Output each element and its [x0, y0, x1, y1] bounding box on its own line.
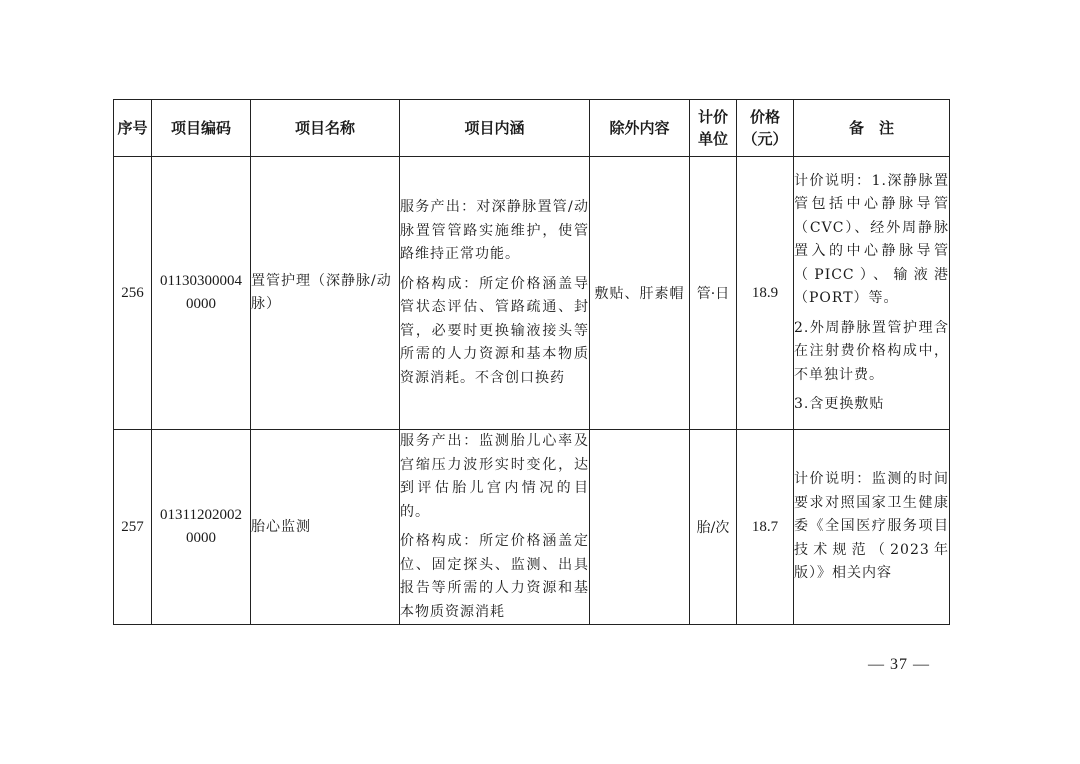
row-code — [152, 430, 251, 625]
header-code: 项目编码 — [152, 100, 251, 157]
row-remark-3: 3.含更换敷贴 — [794, 396, 885, 412]
header-price-line2: （元） — [742, 130, 788, 148]
row-remark-1: 计价说明：监测的时间要求对照国家卫生健康委《全国医疗服务项目技术规范（2023年版）》相关内容 — [794, 471, 949, 582]
row-remark — [794, 430, 950, 625]
header-unit-line1: 计价 — [697, 108, 728, 126]
row-no: 257 — [114, 430, 152, 625]
table-row — [114, 157, 950, 430]
row-price: 18.9 — [737, 157, 794, 430]
row-name: 置管护理（深静脉/动脉） — [251, 157, 400, 430]
header-content: 项目内涵 — [400, 100, 590, 157]
row-code-line2: 0000 — [186, 530, 216, 546]
row-code-line1: 01311202002 — [160, 507, 242, 523]
row-excluded: 敷贴、肝素帽 — [590, 157, 690, 430]
row-content-price: 价格构成：所定价格涵盖导管状态评估、管路疏通、封管，必要时更换输液接头等所需的人力资源和基本物质资源消耗。不含创口换药 — [400, 275, 589, 386]
row-code — [152, 157, 251, 430]
header-no: 序号 — [114, 100, 152, 157]
row-remark — [794, 157, 950, 430]
page-number: — 37 — — [868, 656, 930, 673]
header-price-line1: 价格 — [749, 108, 780, 126]
table-row — [114, 430, 950, 625]
row-remark-2: 2.外周静脉置管护理含在注射费价格构成中，不单独计费。 — [794, 319, 949, 383]
row-unit: 管·日 — [690, 157, 737, 430]
row-price: 18.7 — [737, 430, 794, 625]
row-content-price: 价格构成：所定价格涵盖定位、固定探头、监测、出具报告等所需的人力资源和基本物质资源消耗 — [400, 533, 589, 620]
row-content-output: 服务产出：对深静脉置管/动脉置管管路实施维护，使管路维持正常功能。 — [400, 199, 589, 262]
price-table — [113, 99, 950, 625]
header-price — [737, 100, 794, 157]
row-content — [400, 430, 590, 625]
row-no: 256 — [114, 157, 152, 430]
row-name: 胎心监测 — [251, 430, 400, 625]
row-content — [400, 157, 590, 430]
row-code-line2: 0000 — [186, 296, 216, 312]
header-excluded: 除外内容 — [590, 100, 690, 157]
header-name: 项目名称 — [251, 100, 400, 157]
row-code-line1: 01130300004 — [160, 273, 242, 289]
row-remark-1: 计价说明：1.深静脉置管包括中心静脉导管（CVC）、经外周静脉置入的中心静脉导管（PICC）、输液港（PORT）等。 — [794, 172, 949, 306]
row-unit: 胎/次 — [690, 430, 737, 625]
table-header-row — [114, 100, 950, 157]
header-remark: 备 注 — [794, 100, 950, 157]
header-unit-line2: 单位 — [697, 130, 728, 148]
header-unit — [690, 100, 737, 157]
row-content-output: 服务产出：监测胎儿心率及宫缩压力波形实时变化，达到评估胎儿宫内情况的目的。 — [400, 433, 589, 520]
row-excluded — [590, 430, 690, 625]
